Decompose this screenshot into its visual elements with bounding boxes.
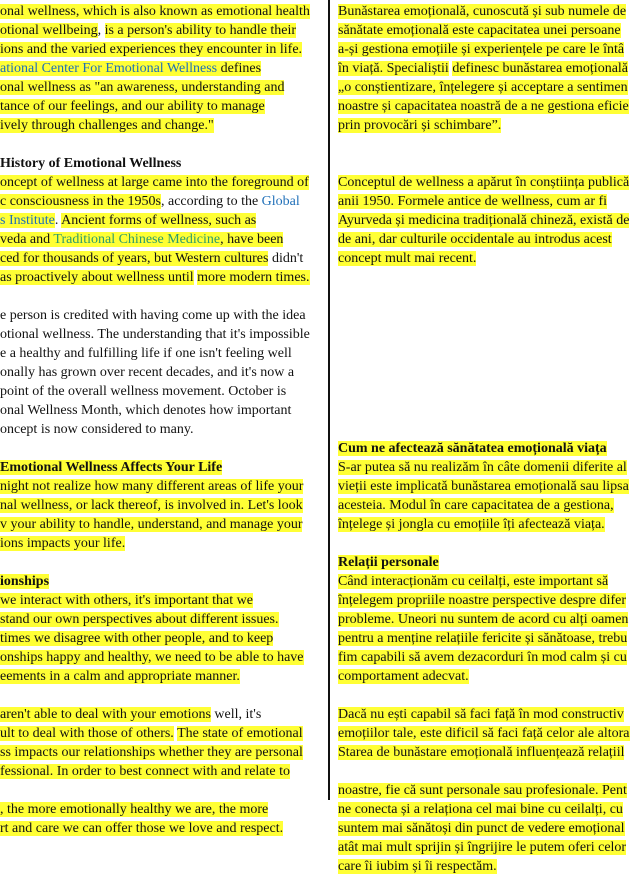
- text-segment: Conceptul de wellness a apărut în conștiința publică: [338, 175, 630, 190]
- text-segment: sănătate emoțională este capacitatea unei persoane: [338, 23, 621, 38]
- text-segment: rt and care we can offer those we love and respect.: [0, 821, 284, 836]
- text-line: [0, 743, 327, 762]
- text-line: [0, 192, 327, 211]
- text-line: [0, 249, 327, 268]
- text-line: [0, 477, 327, 496]
- text-segment: pentru a menține relațiile fericite și sănătoase, trebu: [338, 631, 628, 646]
- text-segment: ult to deal with those of others.: [0, 726, 174, 741]
- text-segment: noastre, fie că sunt personale sau profesionale. Pent: [338, 783, 627, 798]
- text-segment: well, it's: [210, 707, 262, 722]
- para-relationships: [0, 591, 327, 686]
- text-segment: „o conștientizare, înțelegere și acceptare a sentimen: [338, 80, 628, 95]
- text-line: [0, 325, 327, 344]
- text-line: [0, 344, 327, 363]
- para-deal-emotions: [0, 705, 327, 781]
- para-affects-life: [0, 477, 327, 553]
- text-segment: .: [54, 213, 62, 228]
- para-definition-ro: [338, 2, 635, 135]
- text-line: [338, 572, 635, 591]
- text-segment: comportament adecvat.: [338, 669, 469, 684]
- translation-column-romanian: [338, 2, 635, 876]
- text-line: [0, 629, 327, 648]
- text-segment: probleme. Uneori nu suntem de acord cu alți oamen: [338, 612, 629, 627]
- text-segment: is a person's ability to handle their: [104, 23, 297, 38]
- text-line: [338, 781, 635, 800]
- text-segment: acesteia. Modul în care capacitatea de a gestiona,: [338, 498, 614, 513]
- text-line: [0, 59, 327, 78]
- text-segment: v your ability to handle, understand, and manage your: [0, 517, 303, 532]
- text-line: [0, 401, 327, 420]
- text-line: [0, 667, 327, 686]
- text-line: [338, 21, 635, 40]
- text-segment: Ancient forms of wellness, such as: [61, 213, 257, 228]
- text-segment: onal wellness, which is also known as emotional health: [0, 4, 310, 19]
- text-segment: Ayurveda și medicina tradițională chineză, există de: [338, 213, 630, 228]
- para-origin: [0, 306, 327, 439]
- text-segment: înțelege și jongla cu emoțiile îți afectează viața.: [338, 517, 605, 532]
- para-affects-life-ro: [338, 458, 635, 534]
- text-line: [338, 116, 635, 135]
- text-line: [0, 268, 327, 287]
- hyperlink[interactable]: ational Center For Emotional Wellness: [0, 61, 218, 76]
- text-segment: ced for thousands of years, but Western cultures: [0, 251, 269, 266]
- text-line: [338, 458, 635, 477]
- text-line: [0, 2, 327, 21]
- text-segment: Bunăstarea emoțională, cunoscută și sub numele de: [338, 4, 627, 19]
- text-segment: defines: [217, 61, 262, 76]
- text-line: [0, 534, 327, 553]
- para-history-ro: [338, 173, 635, 268]
- hyperlink[interactable]: s Institute: [0, 213, 55, 228]
- text-segment: fessional. In order to best connect with and relate to: [0, 764, 291, 779]
- text-line: [0, 363, 327, 382]
- text-segment: , have been: [220, 232, 284, 247]
- text-segment: în viață. Specialiștii: [338, 61, 449, 76]
- text-line: [0, 211, 327, 230]
- text-line: [338, 249, 635, 268]
- hyperlink[interactable]: Traditional Chinese Medicine: [53, 232, 221, 247]
- text-segment: anii 1950. Formele antice de wellness, cum ar fi: [338, 194, 608, 209]
- hyperlink[interactable]: Global: [261, 194, 300, 209]
- heading-relationships: ionships: [0, 574, 50, 589]
- text-segment: atât mai mult sprijin și îngrijire le putem oferi celor: [338, 840, 627, 855]
- text-segment: e person is credited with having come up with the idea: [0, 308, 306, 323]
- text-line: [0, 173, 327, 192]
- text-line: [0, 230, 327, 249]
- text-segment: noastre și capacitatea noastră de a ne gestiona eficie: [338, 99, 629, 114]
- text-line: [0, 21, 327, 40]
- para-relationships-ro: [338, 572, 635, 686]
- text-line: [338, 211, 635, 230]
- text-line: [338, 648, 635, 667]
- text-line: [0, 420, 327, 439]
- text-segment: e a healthy and fulfilling life if one isn't feeling well: [0, 346, 292, 361]
- text-line: [338, 2, 635, 21]
- text-segment: , the more emotionally healthy we are, the more: [0, 802, 269, 817]
- text-line: [338, 743, 635, 762]
- text-line: [338, 515, 635, 534]
- text-segment: onal wellness as "an awareness, understanding and: [0, 80, 285, 95]
- text-segment: aren't able to deal with your emotions: [0, 707, 211, 722]
- text-segment: veda and: [0, 232, 54, 247]
- text-segment: onally has grown over recent decades, and it's now a: [0, 365, 295, 380]
- text-segment: ively through challenges and change.": [0, 118, 214, 133]
- text-segment: didn't: [268, 251, 304, 266]
- text-segment: suntem mai sănătoși din punct de vedere emoțional: [338, 821, 625, 836]
- text-line: [338, 800, 635, 819]
- text-segment: fim capabili să avem dezacorduri în mod calm și cu: [338, 650, 627, 665]
- text-segment: S-ar putea să nu realizăm în câte domenii diferite al: [338, 460, 627, 475]
- text-segment: ions and the varied experiences they encounter in life.: [0, 42, 303, 57]
- text-segment: a-și gestiona emoțiile și experiențele pe care le întâ: [338, 42, 625, 57]
- text-segment: night not realize how many different areas of life your: [0, 479, 304, 494]
- text-segment: stand our own perspectives about different issues.: [0, 612, 279, 627]
- text-segment: onships happy and healthy, we need to be able to have: [0, 650, 304, 665]
- para-history: [0, 173, 327, 287]
- text-segment: oncept of wellness at large came into the foreground of: [0, 175, 309, 190]
- text-line: [338, 857, 635, 876]
- text-line: [0, 724, 327, 743]
- text-line: [338, 591, 635, 610]
- text-segment: we interact with others, it's important that we: [0, 593, 253, 608]
- text-line: [338, 230, 635, 249]
- text-segment: concept mult mai recent.: [338, 251, 477, 266]
- text-line: [0, 515, 327, 534]
- text-segment: Dacă nu ești capabil să faci față în mod constructiv: [338, 707, 624, 722]
- text-line: [0, 610, 327, 629]
- text-segment: Când interacționăm cu ceilalți, este important să: [338, 574, 609, 589]
- text-segment: eements in a calm and appropriate manner.: [0, 669, 240, 684]
- para-definition: [0, 2, 327, 135]
- text-line: [0, 705, 327, 724]
- text-line: [0, 591, 327, 610]
- text-segment: tance of our feelings, and our ability to manage: [0, 99, 265, 114]
- text-segment: oncept is now considered to many.: [0, 422, 194, 437]
- text-segment: otional wellbeing: [0, 23, 98, 38]
- column-divider: [328, 0, 330, 800]
- text-line: [338, 59, 635, 78]
- text-line: [338, 496, 635, 515]
- text-segment: ss impacts our relationships whether they are personal: [0, 745, 303, 760]
- text-segment: point of the overall wellness movement. October is: [0, 384, 287, 399]
- heading-relationships-ro: Relații personale: [338, 555, 439, 570]
- text-segment: înțelegem propriile noastre perspective despre difer: [338, 593, 627, 608]
- text-line: [0, 382, 327, 401]
- text-line: [0, 648, 327, 667]
- text-segment: emoțiilor tale, este dificil să faci față celor ale altora: [338, 726, 630, 741]
- text-segment: ne conecta și a relaționa cel mai bine cu ceilalți, cu: [338, 802, 623, 817]
- text-segment: as proactively about wellness until: [0, 270, 194, 285]
- text-line: [0, 306, 327, 325]
- text-segment: c consciousness in the 1950s: [0, 194, 161, 209]
- text-line: [338, 667, 635, 686]
- text-line: [0, 40, 327, 59]
- text-line: [0, 496, 327, 515]
- para-deal-emotions-ro: [338, 705, 635, 762]
- text-segment: ,: [97, 23, 105, 38]
- text-line: [338, 40, 635, 59]
- text-segment: times we disagree with other people, and to keep: [0, 631, 274, 646]
- text-segment: ions impacts your life.: [0, 536, 126, 551]
- text-segment: vieții este implicată bunăstarea emoțională sau lipsa: [338, 479, 629, 494]
- text-line: [0, 97, 327, 116]
- text-segment: onal Wellness Month, which denotes how important: [0, 403, 292, 418]
- text-line: [338, 724, 635, 743]
- heading-history: History of Emotional Wellness: [0, 156, 182, 171]
- text-line: [338, 78, 635, 97]
- text-line: [338, 97, 635, 116]
- text-segment: definesc bunăstarea emoțională: [452, 61, 629, 76]
- text-line: [0, 78, 327, 97]
- text-line: [338, 819, 635, 838]
- source-column-english: [0, 2, 327, 838]
- para-healthy-care: [0, 800, 327, 838]
- text-segment: care îi iubim și îi respectăm.: [338, 859, 497, 874]
- heading-affects-life: Emotional Wellness Affects Your Life: [0, 460, 223, 475]
- para-healthy-care-ro: [338, 781, 635, 876]
- text-line: [338, 477, 635, 496]
- text-segment: , according to the: [160, 194, 262, 209]
- text-segment: prin provocări și schimbare”.: [338, 118, 502, 133]
- text-line: [338, 173, 635, 192]
- text-line: [338, 192, 635, 211]
- text-segment: more modern times.: [197, 270, 310, 285]
- text-segment: otional wellness. The understanding that it's impossible: [0, 327, 310, 342]
- text-segment: nal wellness, or lack thereof, is involved in. Let's look: [0, 498, 303, 513]
- text-line: [0, 762, 327, 781]
- text-line: [338, 610, 635, 629]
- text-segment: de ani, dar culturile occidentale au introdus acest: [338, 232, 612, 247]
- text-line: [338, 629, 635, 648]
- text-line: [338, 705, 635, 724]
- text-line: [338, 838, 635, 857]
- heading-affects-life-ro: Cum ne afectează sănătatea emoțională viața: [338, 441, 607, 456]
- text-line: [0, 116, 327, 135]
- text-line: [0, 819, 327, 838]
- text-line: [0, 800, 327, 819]
- text-segment: The state of emotional: [177, 726, 303, 741]
- text-segment: Starea de bunăstare emoțională influențează relațiil: [338, 745, 625, 760]
